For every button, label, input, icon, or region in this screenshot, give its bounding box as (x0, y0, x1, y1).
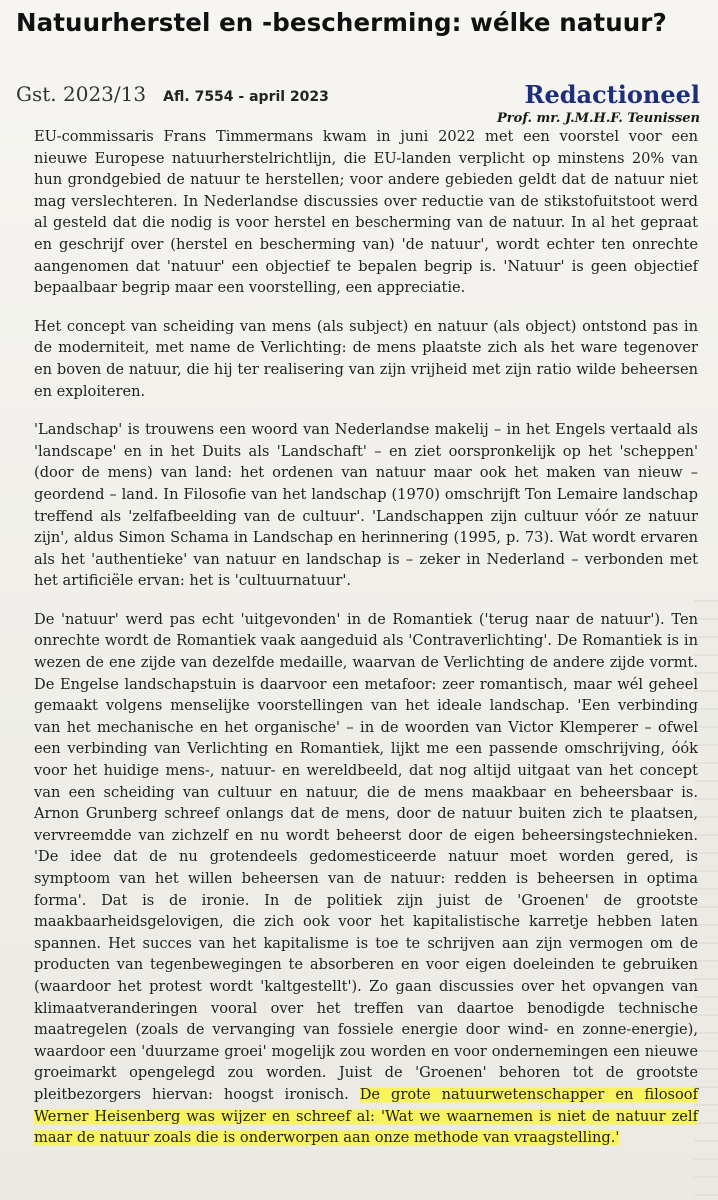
journal-reference: Gst. 2023/13 (16, 82, 147, 106)
author-name: Prof. mr. J.M.H.F. Teunissen (497, 111, 700, 126)
paragraph-4 (34, 609, 698, 1149)
paragraph-4-text: De 'natuur' werd pas echt 'uitgevonden' in de Romantiek ('terug naar de natuur'). Ten onrechte wordt de Romantiek vaak aangeduid als 'Contraverlichting'. De Romantiek is in wezen de ene zijde van dezelfde medaille, waarvan de Verlichting de andere zijde vormt. De Engelse landschapstuin is daarvoor een metafoor: zeer romantisch, maar wél geheel gemaakt volgens menselijke voorstellingen van het ideale landschap. 'Een verbinding van het mechanische en het organische' – in de woorden van Victor Klemperer – ofwel een verbinding van Verlichting en Romantiek, lijkt me een passende omschrijving, óók voor het huidige mens-, natuur- en wereldbeeld, dat nog altijd uitgaat van het concept van een scheiding van cultuur en natuur, die de mens maakbaar en beheersbaar is. Arnon Grunberg schreef onlangs dat de mens, door de natuur buiten zich te plaatsen, vervreemdde van zichzelf en nu wordt beheerst door de eigen beheersingstechnieken. 'De idee dat de nu grotendeels gedomesticeerde natuur moet worden gered, is symptoom van het willen beheersen van de natuur: redden is beheersen in optima forma'. Dat is de ironie. In de politiek zijn juist de 'Groenen' de grootste maakbaarheidsgelovigen, die zich ook voor het kapitalistische karretje hebben laten spannen. Het succes van het kapitalisme is toe te schrijven aan zijn vermogen om de producten van tegenbewegingen te absorberen en voor eigen doeleinden te gebruiken (waardoor het protest wordt 'kaltgestellt'). Zo gaan discussies over het opvangen van klimaatveranderingen vooral over het treffen van daartoe benodigde technische maatregelen (zoals de vervanging van fossiele energie door wind- en zonne-energie), waardoor een 'duurzame groei' mogelijk zou worden en voor ondernemingen een nieuwe groeimarkt opengelegd zou worden. Juist de 'Groenen' behoren tot de grootste pleitbezorgers hiervan: hoogst ironisch. (34, 610, 698, 1103)
article-body (34, 126, 698, 1166)
highlighted-quote: De grote natuurwetenschapper en filosoof Werner Heisenberg was wijzer en schreef al: 'Wat we waarnemen is niet de natuur zelf maar de natuur zoals die is onderworpen aan onze methode van vraagstelling.' (34, 1085, 698, 1147)
issue-number: Afl. 7554 - april 2023 (163, 89, 329, 105)
paragraph-2: Het concept van scheiding van mens (als subject) en natuur (als object) ontstond pas in de moderniteit, met name de Verlichting: de mens plaatste zich als het ware tegenover en boven de natuur, die hij ter realisering van zijn vrijheid met zijn ratio wilde beheersen en exploiteren. (34, 317, 698, 400)
issue-line (16, 82, 436, 106)
article-title: Natuurherstel en -bescherming: wélke natuur? (16, 8, 667, 37)
paragraph-1: EU-commissaris Frans Timmermans kwam in juni 2022 met een voorstel voor een nieuwe Europese natuurherstelrichtlijn, die EU-landen verplicht op minstens 20% van hun grondgebied de natuur te herstellen; voor andere gebieden geldt dat de natuur niet mag verslechteren. In Nederlandse discussies over reductie van de stikstofuitstoot werd al gesteld dat die nodig is voor herstel en bescherming van de natuur. In al het gepraat en geschrijf over (herstel en bescherming van) 'de natuur', wordt echter ten onrechte aangenomen dat 'natuur' een objectief te bepalen begrip is. 'Natuur' is geen objectief bepaalbaar begrip maar een voorstelling, een appreciatie. (34, 128, 698, 297)
section-label: Redactioneel (524, 80, 700, 109)
paragraph-3: 'Landschap' is trouwens een woord van Nederlandse makelij – in het Engels vertaald als 'landscape' en in het Duits als 'Landschaft' – en ziet oorspronkelijk op het 'scheppen' (door de mens) van land: het ordenen van natuur maar ook het maken van nieuw – geordend – land. In Filosofie van het landschap (1970) omschrijft Ton Lemaire landschap treffend als 'zelfafbeelding van de cultuur'. 'Landschappen zijn cultuur vóór ze natuur zijn', aldus Simon Schama in Landschap en herinnering (1995, p. 73). Wat wordt ervaren als het 'authentieke' van natuur en landschap is – zeker in Nederland – verbonden met het artificiële ervan: het is 'cultuurnatuur'. (34, 421, 698, 590)
